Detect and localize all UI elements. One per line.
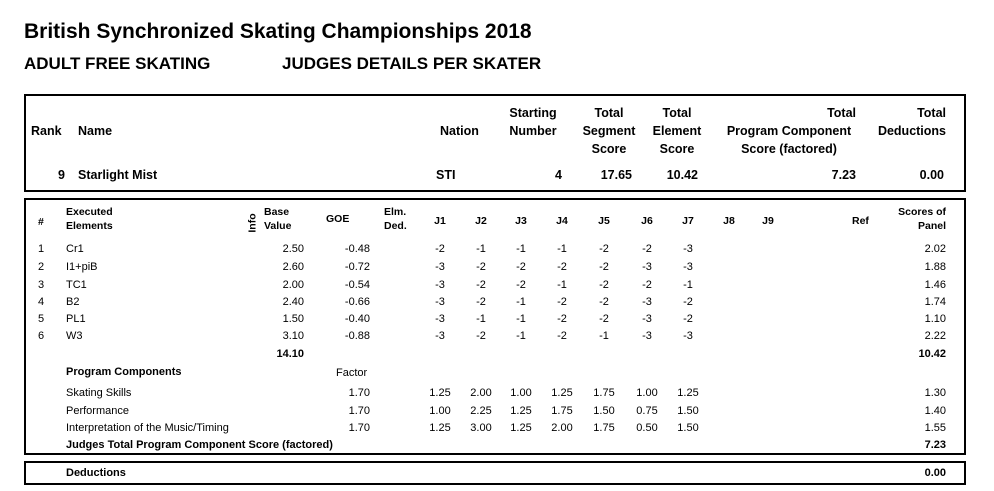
element-goe: -0.66: [344, 296, 370, 308]
element-judge-score: -2: [557, 296, 567, 308]
element-judge-score: -2: [557, 261, 567, 273]
skater-name: Starlight Mist: [78, 168, 158, 182]
element-judge-score: -2: [516, 261, 526, 273]
element-judge-score: -3: [435, 313, 445, 325]
pcs-label: Total Program Component Score (factored): [726, 106, 856, 156]
judge-header-4: J4: [556, 215, 568, 227]
component-factor: 1.70: [348, 387, 370, 399]
judge-header-7: J7: [682, 215, 694, 227]
element-judge-score: -2: [476, 261, 486, 273]
judge-header-1: J1: [434, 215, 446, 227]
element-judge-score: -2: [599, 279, 609, 291]
element-judge-score: -3: [683, 330, 693, 342]
element-judge-score: -3: [683, 261, 693, 273]
component-panel-score: 1.40: [924, 405, 946, 417]
component-judge-score: 1.25: [429, 422, 451, 434]
element-judge-score: -1: [516, 296, 526, 308]
element-judge-score: -1: [557, 243, 567, 255]
judge-header-5: J5: [598, 215, 610, 227]
rank-label: Rank: [31, 124, 62, 138]
component-judge-score: 2.00: [551, 422, 573, 434]
element-judge-score: -2: [557, 313, 567, 325]
deductions-label: Total Deductions: [877, 106, 946, 138]
component-factor: 1.70: [348, 422, 370, 434]
judge-header-2: J2: [475, 215, 487, 227]
element-goe: -0.54: [344, 279, 370, 291]
element-num: 3: [38, 279, 45, 291]
element-num: 1: [38, 243, 45, 255]
element-judge-score: -2: [476, 330, 486, 342]
element-judge-score: -3: [683, 243, 693, 255]
col-num-label: #: [38, 216, 44, 228]
element-judge-score: -3: [642, 296, 652, 308]
component-judge-score: 3.00: [470, 422, 492, 434]
tes-value: 10.42: [666, 168, 698, 182]
report-title: JUDGES DETAILS PER SKATER: [282, 54, 542, 73]
element-base: 3.10: [282, 330, 304, 342]
component-judge-score: 1.50: [593, 405, 615, 417]
name-label: Name: [78, 124, 113, 138]
judge-header-9: J9: [762, 215, 774, 227]
component-name: Interpretation of the Music/Timing: [66, 422, 229, 434]
element-goe: -0.72: [344, 261, 370, 273]
starting-number-label: Starting Number: [509, 106, 557, 138]
col-goe-label: GOE: [326, 213, 350, 225]
element-judge-score: -2: [599, 243, 609, 255]
col-panel-label: Scores of Panel: [898, 206, 946, 232]
element-base: 1.50: [282, 313, 304, 325]
deductions-row-label: Deductions: [66, 467, 126, 479]
category-title: ADULT FREE SKATING: [24, 54, 211, 73]
component-judge-score: 1.25: [551, 387, 573, 399]
element-judge-score: -3: [435, 279, 445, 291]
element-judge-score: -2: [557, 330, 567, 342]
deductions-box: [24, 461, 966, 485]
element-base: 2.40: [282, 296, 304, 308]
starting-number-value: 4: [555, 168, 562, 182]
component-name: Skating Skills: [66, 387, 132, 399]
element-name: B2: [66, 296, 80, 308]
element-name: TC1: [66, 279, 87, 291]
element-num: 5: [38, 313, 45, 325]
factor-label: Factor: [336, 367, 368, 379]
component-judge-score: 1.75: [593, 422, 615, 434]
deductions-value: 0.00: [919, 168, 944, 182]
element-judge-score: -2: [599, 296, 609, 308]
element-num: 6: [38, 330, 45, 342]
component-judge-score: 1.75: [593, 387, 615, 399]
tes-label: Total Element Score: [652, 106, 702, 156]
element-base: 2.00: [282, 279, 304, 291]
component-judge-score: 1.00: [429, 405, 451, 417]
element-base: 2.60: [282, 261, 304, 273]
col-base-label: Base Value: [264, 206, 292, 232]
element-judge-score: -2: [683, 296, 693, 308]
tss-label: Total Segment Score: [582, 106, 636, 156]
element-judge-score: -2: [683, 313, 693, 325]
col-ref-label: Ref: [852, 215, 869, 227]
components-total-score: 7.23: [924, 439, 946, 451]
element-judge-score: -2: [476, 296, 486, 308]
elements-score-total: 10.42: [918, 348, 946, 360]
component-judge-score: 1.50: [677, 422, 699, 434]
element-judge-score: -1: [516, 313, 526, 325]
element-judge-score: -2: [435, 243, 445, 255]
element-panel-score: 2.22: [924, 330, 946, 342]
col-executed-label: Executed Elements: [66, 206, 113, 232]
component-judge-score: 2.25: [470, 405, 492, 417]
component-judge-score: 1.75: [551, 405, 573, 417]
element-judge-score: -1: [599, 330, 609, 342]
nation-value: STI: [436, 168, 456, 182]
component-judge-score: 1.00: [510, 387, 532, 399]
element-judge-score: -1: [683, 279, 693, 291]
element-judge-score: -1: [557, 279, 567, 291]
component-judge-score: 2.00: [470, 387, 492, 399]
element-judge-score: -1: [476, 243, 486, 255]
component-panel-score: 1.55: [924, 422, 946, 434]
element-panel-score: 1.10: [924, 313, 946, 325]
elements-base-total: 14.10: [276, 348, 304, 360]
col-elm-ded-label: Elm. Ded.: [384, 206, 407, 232]
rank-value: 9: [58, 168, 65, 182]
element-judge-score: -3: [642, 261, 652, 273]
component-judge-score: 1.25: [429, 387, 451, 399]
element-judge-score: -2: [642, 243, 652, 255]
page-title: British Synchronized Skating Championships 2018: [24, 20, 532, 43]
component-name: Performance: [66, 405, 129, 417]
element-judge-score: -2: [599, 261, 609, 273]
components-label: Program Components: [66, 366, 182, 378]
col-info-label: Info: [246, 213, 259, 233]
nation-label: Nation: [440, 124, 479, 138]
element-judge-score: -3: [642, 330, 652, 342]
element-goe: -0.48: [344, 243, 370, 255]
element-judge-score: -3: [435, 261, 445, 273]
element-goe: -0.40: [344, 313, 370, 325]
element-name: W3: [66, 330, 83, 342]
element-name: Cr1: [66, 243, 84, 255]
pcs-value: 7.23: [831, 168, 856, 182]
component-judge-score: 0.75: [636, 405, 658, 417]
judge-header-3: J3: [515, 215, 527, 227]
element-panel-score: 1.88: [924, 261, 946, 273]
element-judge-score: -2: [599, 313, 609, 325]
element-num: 2: [38, 261, 45, 273]
component-judge-score: 0.50: [636, 422, 658, 434]
element-name: PL1: [66, 313, 86, 325]
element-goe: -0.88: [344, 330, 370, 342]
element-panel-score: 2.02: [924, 243, 946, 255]
components-total-label: Judges Total Program Component Score (factored): [66, 439, 333, 451]
component-judge-score: 1.25: [510, 422, 532, 434]
element-judge-score: -3: [642, 313, 652, 325]
component-panel-score: 1.30: [924, 387, 946, 399]
component-factor: 1.70: [348, 405, 370, 417]
element-base: 2.50: [282, 243, 304, 255]
judge-header-8: J8: [723, 215, 735, 227]
element-judge-score: -2: [516, 279, 526, 291]
element-judge-score: -1: [516, 243, 526, 255]
component-judge-score: 1.25: [677, 387, 699, 399]
element-judge-score: -3: [435, 330, 445, 342]
component-judge-score: 1.50: [677, 405, 699, 417]
element-judge-score: -2: [642, 279, 652, 291]
component-judge-score: 1.25: [510, 405, 532, 417]
element-judge-score: -1: [516, 330, 526, 342]
judge-header-6: J6: [641, 215, 653, 227]
tss-value: 17.65: [600, 168, 632, 182]
element-num: 4: [38, 296, 45, 308]
element-judge-score: -1: [476, 313, 486, 325]
element-judge-score: -3: [435, 296, 445, 308]
deductions-row-value: 0.00: [924, 467, 946, 479]
element-name: I1+piB: [66, 261, 98, 273]
element-judge-score: -2: [476, 279, 486, 291]
element-panel-score: 1.46: [924, 279, 946, 291]
element-panel-score: 1.74: [924, 296, 946, 308]
component-judge-score: 1.00: [636, 387, 658, 399]
